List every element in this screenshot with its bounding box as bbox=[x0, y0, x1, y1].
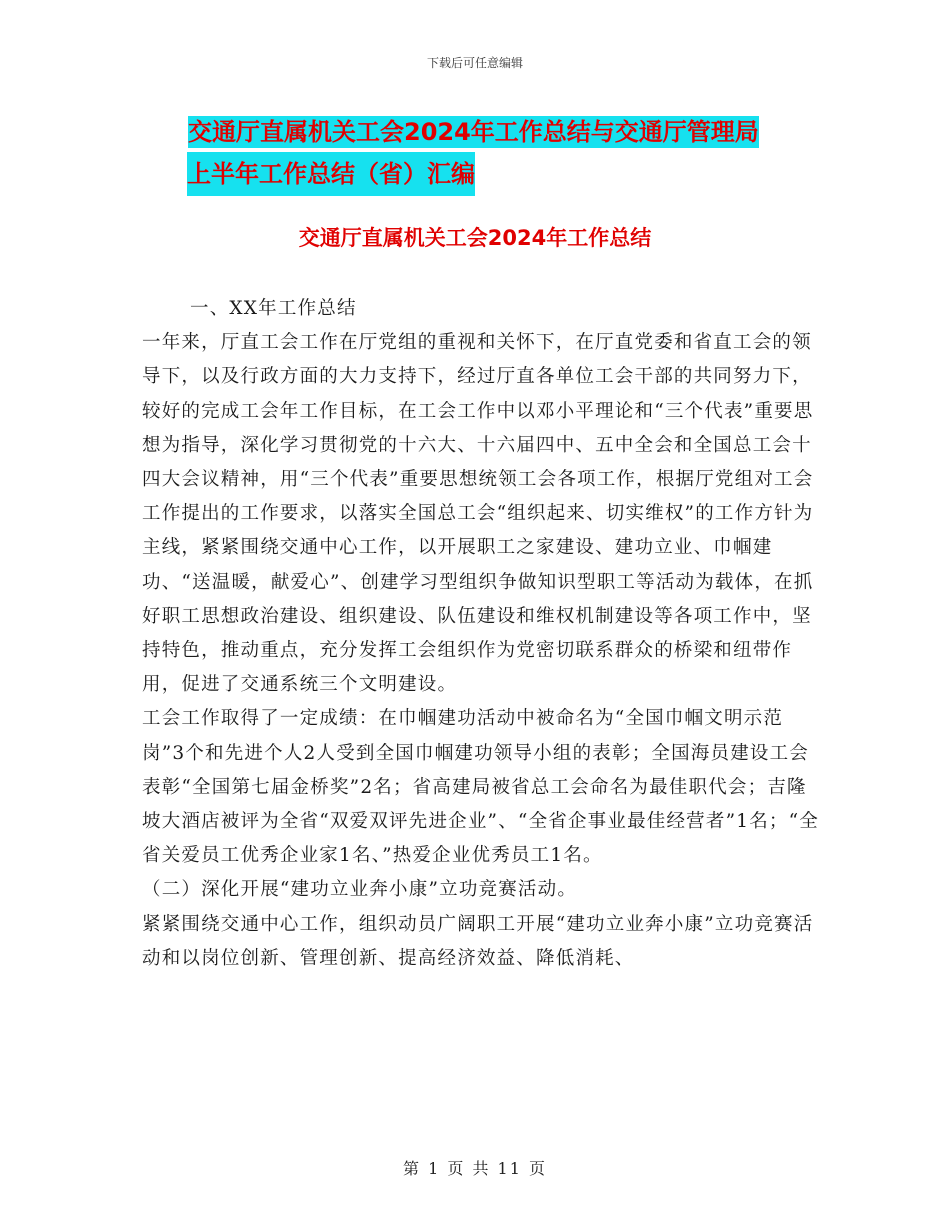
header-note: 下载后可任意编辑 bbox=[426, 56, 523, 70]
paragraph-overview: 一年来，厅直工会工作在厅党组的重视和关怀下，在厅直党委和省直工会的领导下，以及行政方面的大力支持下，经过厅直各单位工会干部的共同努力下，较好的完成工会年工作目标，在工会工作中以邓小平理论和“三个代表”重要思想为指导，深化学习贯彻党的十六大、十六届四中、五中全会和全国总工会十四大会议精神，用“三个代表”重要思想统领工会各项工作，根据厅党组对工会工作提出的工作要求，以落实全国总工会“组织起来、切实维权”的工作方针为主线，紧紧围绕交通中心工作，以开展职工之家建设、建功立业、巾帼建功、“送温暖，献爱心”、创建学习型组织争做知识型职工等活动为载体，在抓好职工思想政治建设、组织建设、队伍建设和维权机制建设等各项工作中，坚持特色，推动重点，充分发挥工会组织作为党密切联系群众的桥梁和纽带作用，促进了交通系统三个文明建设。 bbox=[142, 332, 814, 696]
document-body bbox=[142, 292, 822, 976]
heading-year-summary: 一、XX年工作总结 bbox=[190, 298, 357, 319]
paragraph-competition: 紧紧围绕交通中心工作，组织动员广阔职工开展“建功立业奔小康”立功竞赛活动和以岗位创新、管理创新、提高经济效益、降低消耗、 bbox=[142, 913, 814, 969]
section-title: 交通厅直属机关工会2024年工作总结 bbox=[298, 226, 652, 250]
page-number: 第 1 页 共 11 页 bbox=[403, 1159, 547, 1178]
document-title bbox=[188, 112, 828, 196]
paragraph-achievements: 工会工作取得了一定成绩：在巾帼建功活动中被命名为“全国巾帼文明示范岗”3个和先进个人2人受到全国巾帼建功领导小组的表彰；全国海员建设工会表彰“全国第七届金桥奖”2名；省高建局被省总工会命名为最佳职代会；吉隆坡大酒店被评为全省“双爱双评先进企业”、“全省企事业最佳经营者”1名；“全省关爱员工优秀企业家1名、”热爱企业优秀员工1名。 bbox=[142, 708, 819, 867]
title-line-1: 交通厅直属机关工会2024年工作总结与交通厅管理局 bbox=[188, 118, 759, 146]
title-line-2: 上半年工作总结（省）汇编 bbox=[187, 152, 475, 196]
heading-competition: （二）深化开展“建功立业奔小康”立功竞赛活动。 bbox=[142, 879, 578, 901]
